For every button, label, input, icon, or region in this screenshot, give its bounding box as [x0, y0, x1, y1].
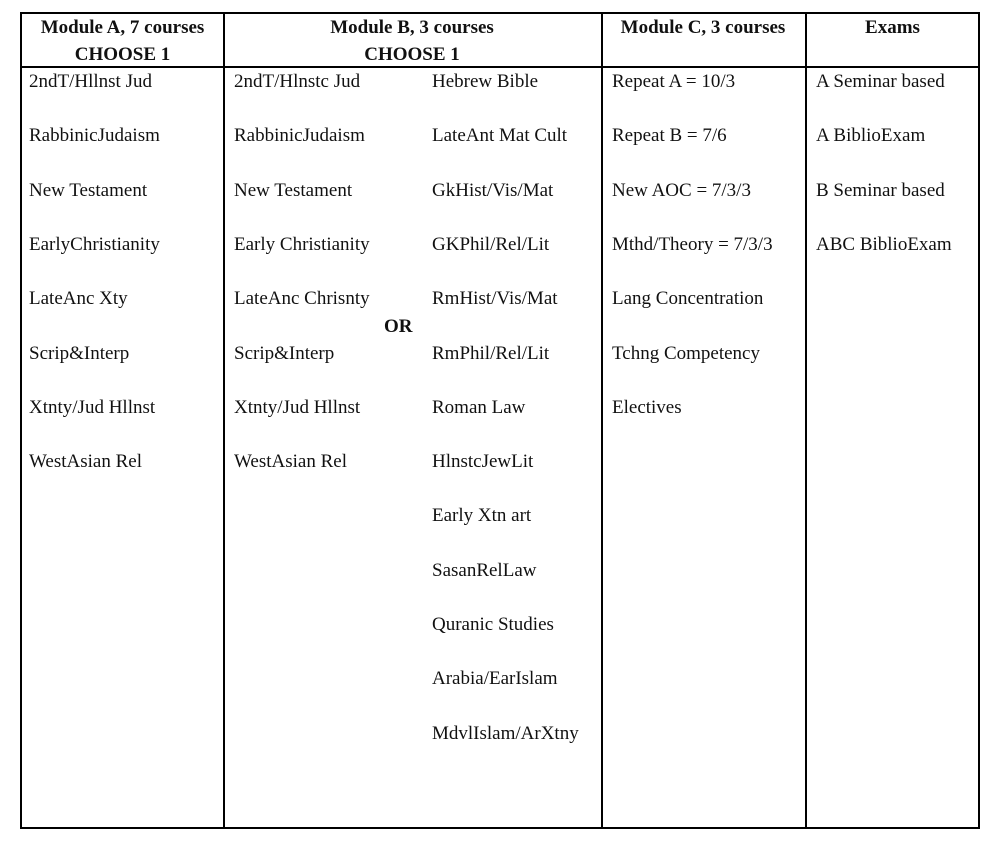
- module-b-left-course: 2ndT/Hlnstc Jud: [234, 71, 361, 92]
- module-a-title: Module A, 7 courses: [40, 17, 205, 38]
- module-b-right-course: GkHist/Vis/Mat: [432, 180, 554, 201]
- module-b-right-course: RmHist/Vis/Mat: [432, 288, 558, 309]
- module-b-subtitle: CHOOSE 1: [364, 44, 460, 65]
- module-b-header: [223, 14, 601, 66]
- module-b-right-course: HlnstcJewLit: [432, 451, 534, 472]
- module-c-title: Module C, 3 courses: [620, 17, 786, 38]
- module-b-left-course: LateAnc Chrisnty: [234, 288, 370, 309]
- module-b-right-course: SasanRelLaw: [432, 560, 537, 581]
- module-c-item: Repeat B = 7/6: [612, 125, 727, 146]
- module-c-item: Electives: [612, 397, 682, 418]
- module-b-left-course: Scrip&Interp: [234, 343, 335, 364]
- module-b-or-label: OR: [384, 316, 413, 337]
- module-b-left-course: RabbinicJudaism: [234, 125, 365, 146]
- module-b-left-course: WestAsian Rel: [234, 451, 347, 472]
- exam-item: A BiblioExam: [816, 125, 926, 146]
- module-c-item: Mthd/Theory = 7/3/3: [612, 234, 773, 255]
- module-b-right-course: Quranic Studies: [432, 614, 554, 635]
- module-a-header: [22, 14, 223, 66]
- module-a-course: New Testament: [29, 180, 148, 201]
- module-b-right-course: GKPhil/Rel/Lit: [432, 234, 550, 255]
- module-a-subtitle: CHOOSE 1: [74, 44, 171, 65]
- module-c-item: Repeat A = 10/3: [612, 71, 736, 92]
- module-a-course: RabbinicJudaism: [29, 125, 160, 146]
- module-a-course: Xtnty/Jud Hllnst: [29, 397, 156, 418]
- module-a-course: WestAsian Rel: [29, 451, 142, 472]
- column-divider-c-exams: [805, 14, 807, 827]
- module-a-course: EarlyChristianity: [29, 234, 160, 255]
- module-b-left-course: New Testament: [234, 180, 353, 201]
- exams-title: Exams: [865, 17, 920, 38]
- exams-header: [805, 14, 980, 66]
- module-b-left-course: Early Christianity: [234, 234, 370, 255]
- column-divider-a-b: [223, 14, 225, 827]
- column-divider-b-c: [601, 14, 603, 827]
- module-b-right-course: MdvlIslam/ArXtny: [432, 723, 579, 744]
- exam-item: A Seminar based: [816, 71, 945, 92]
- module-c-header: [601, 14, 805, 66]
- module-b-right-course: Hebrew Bible: [432, 71, 539, 92]
- module-c-item: Lang Concentration: [612, 288, 764, 309]
- module-a-course: Scrip&Interp: [29, 343, 130, 364]
- module-b-left-course: Xtnty/Jud Hllnst: [234, 397, 361, 418]
- module-c-item: New AOC = 7/3/3: [612, 180, 751, 201]
- module-b-right-course: RmPhil/Rel/Lit: [432, 343, 550, 364]
- exam-item: ABC BiblioExam: [816, 234, 952, 255]
- module-b-right-course: LateAnt Mat Cult: [432, 125, 568, 146]
- exam-item: B Seminar based: [816, 180, 945, 201]
- module-b-right-course: Early Xtn art: [432, 505, 532, 526]
- module-c-item: Tchng Competency: [612, 343, 760, 364]
- module-b-title: Module B, 3 courses: [330, 17, 494, 38]
- module-a-course: LateAnc Xty: [29, 288, 128, 309]
- module-b-right-course: Roman Law: [432, 397, 526, 418]
- requirements-table: [20, 12, 980, 829]
- module-b-right-course: Arabia/EarIslam: [432, 668, 558, 689]
- module-a-course: 2ndT/Hllnst Jud: [29, 71, 152, 92]
